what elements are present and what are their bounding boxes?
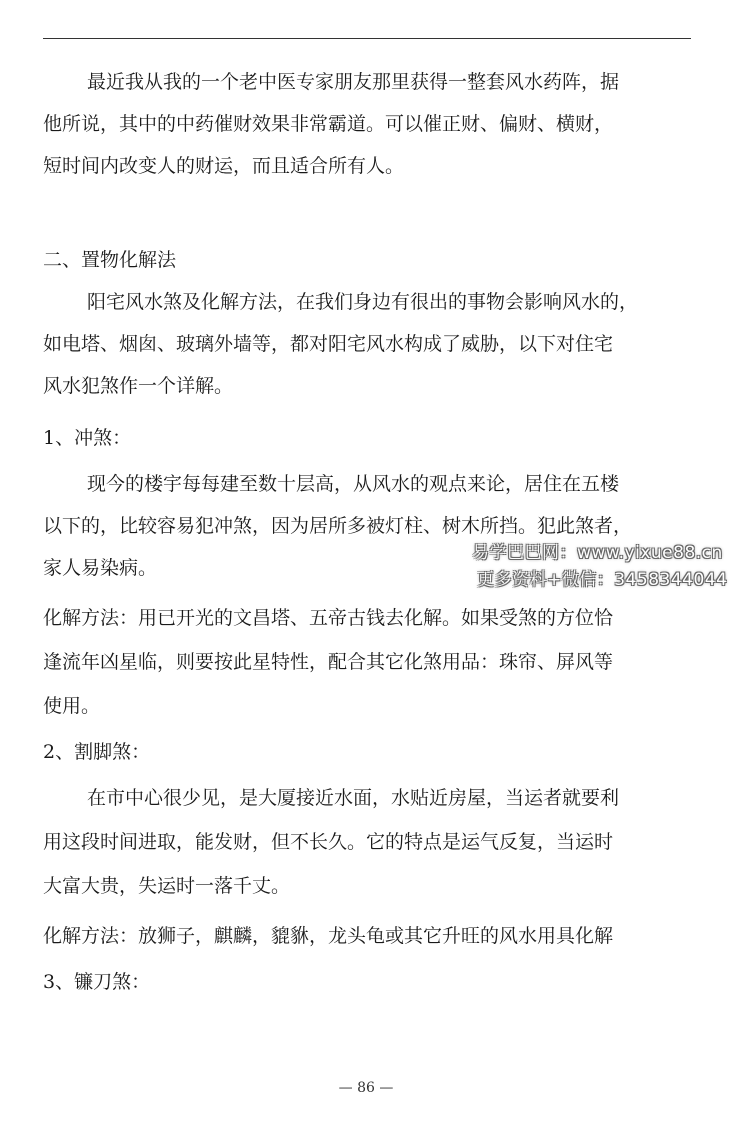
section-heading: 二、置物化解法 [43, 249, 177, 271]
paragraph-line: 用这段时间进取，能发财，但不长久。它的特点是运气反复，当运时 [43, 831, 614, 853]
paragraph-line: 在市中心很少见，是大厦接近水面，水贴近房屋，当运者就要利 [87, 787, 620, 809]
paragraph-line: 最近我从我的一个老中医专家朋友那里获得一整套风水药阵，据 [87, 71, 620, 93]
item-heading: 2、割脚煞： [43, 741, 151, 763]
paragraph-line: 阳宅风水煞及化解方法，在我们身边有很出的事物会影响风水的， [87, 291, 639, 313]
paragraph-line: 大富大贵，失运时一落千丈。 [43, 875, 291, 897]
paragraph-line: 风水犯煞作一个详解。 [43, 375, 234, 397]
paragraph-line: 他所说，其中的中药催财效果非常霸道。可以催正财、偏财、横财， [43, 113, 614, 135]
page-number: — 86 — [338, 1080, 394, 1096]
top-rule [43, 38, 691, 39]
paragraph-line: 使用。 [43, 695, 101, 717]
paragraph-line: 现今的楼宇每每建至数十层高，从风水的观点来论，居住在五楼 [87, 473, 620, 495]
watermark-contact: 更多资料+微信：3458344044 [477, 570, 728, 590]
item-heading: 1、冲煞： [43, 427, 132, 449]
paragraph-line: 如电塔、烟囱、玻璃外墙等，都对阳宅风水构成了威胁，以下对住宅 [43, 333, 614, 355]
paragraph-line: 化解方法：用已开光的文昌塔、五帝古钱去化解。如果受煞的方位恰 [43, 607, 614, 629]
item-heading: 3、镰刀煞： [43, 971, 151, 993]
paragraph-line: 以下的，比较容易犯冲煞，因为居所多被灯柱、树木所挡。犯此煞者， [43, 515, 633, 537]
paragraph-line: 逢流年凶星临，则要按此星特性，配合其它化煞用品：珠帘、屏风等 [43, 651, 614, 673]
paragraph-line: 短时间内改变人的财运，而且适合所有人。 [43, 155, 405, 177]
watermark-website: 易学巴巴网：www.yixue88.cn [472, 543, 723, 563]
paragraph-line: 家人易染病。 [43, 557, 158, 579]
paragraph-line: 化解方法：放狮子，麒麟，貔貅，龙头龟或其它升旺的风水用具化解 [43, 925, 614, 947]
